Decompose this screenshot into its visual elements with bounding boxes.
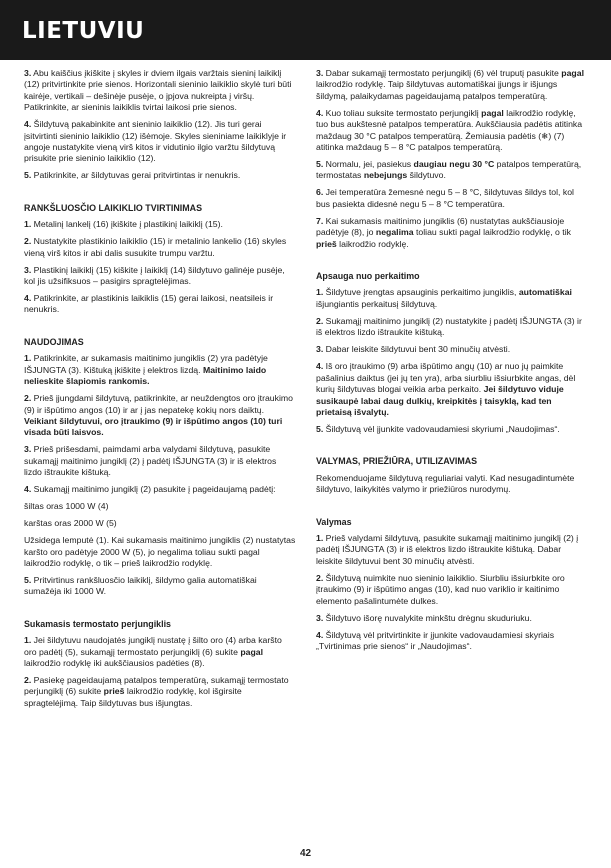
paragraph: Užsidega lemputė (1). Kai sukamasis maitinimo jungiklis (2) nustatytas karšto oro padėtyje 2000 W (5), jo negalima toliau sukti pagal laikrodžio rodyklę, o tik – prieš laikrodžio rodyklę. (24, 535, 296, 568)
subsection-heading: Sukamasis termostato perjungiklis (24, 618, 171, 629)
subsection-heading: Apsauga nuo perkaitimo (316, 271, 420, 282)
paragraph: 4. Šildytuvą pakabinkite ant sieninio laikiklio (12). Jis turi gerai įsitvirtinti sieninio laikiklio (12) išėmoje. Skyles sieniniame laikiklyje ir angoje nustatykite vieną virš kitos ir vidutinio ilgio varžtu šildytuvą prisukite prie sieninio laikiklio (12). (24, 119, 287, 164)
paragraph: 3. Dabar sukamąjį termostato perjungiklį (6) vėl truputį pasukite pagal laikrodžio rodyklę. Taip šildytuvas automatiškai įjungs ir išjungs šildymą, palaikydamas pageidaujamą patalpos temperatūrą. (316, 68, 584, 101)
paragraph: 4. Sukamąjį maitinimo jungiklį (2) pasukite į pageidaujamą padėtį: (24, 484, 276, 495)
paragraph: 3. Abu kaiščius įkiškite į skyles ir dviem ilgais varžtais sieninį laikiklį (12) pritvirtinkite prie sienos. Horizontali sieninio laikiklio skylė turi būti kairėje, vertikali – dešinėje pusėje, o įpjova nukreipta į viršų. Patikrinkite, ar sieninis laikiklis tvirtai laikosi prie sienos. (24, 68, 292, 113)
paragraph: šiltas oras 1000 W (4) (24, 501, 109, 512)
paragraph: 2. Pasiekę pageidaujamą patalpos temperatūrą, sukamąjį termostato perjungiklį (6) sukite prieš laikrodžio rodyklę, kol išgirsite spragtelėjimą. Taip šildytuvas bus išjungtas. (24, 674, 289, 708)
paragraph: 1. Jei šildytuvu naudojatės jungiklį nustatę į šilto oro (4) arba karšto oro padėtį (5), sukamąjį termostato perjungiklį (6) sukite pagal laikrodžio rodyklę iki aukščiausios padėties (8). (24, 635, 282, 668)
language-title: LIETUVIU (22, 18, 145, 44)
paragraph: 4. Iš oro įtraukimo (9) arba išpūtimo angų (10) ar nuo jų paimkite pašalinius daiktus (jei jų ten yra), arba siurbliu išsiurbkite angas, dėl kurių šildytuvas blogai veikia arba perkaito. Jei šildytuvo viduje susikaupė labai daug dulkių, kreipkitės į taisyklą, kad ten prietaisą išvalytų. (316, 361, 576, 417)
paragraph: 4. Patikrinkite, ar plastikinis laikiklis (15) gerai laikosi, neatsileis ir nenukris. (24, 293, 274, 315)
paragraph: Rekomenduojame šildytuvą reguliariai valyti. Kad nesugadintumėte šildytuvo, laikykitės valymo ir priežiūros nurodymų. (316, 472, 575, 495)
page-number: 42 (299, 848, 312, 859)
paragraph: 3. Prieš prišesdami, paimdami arba valydami šildytuvą, pasukite sukamąjį maitinimo jungiklį (2) į padėtį IŠJUNGTA (3) ir iš elektros lizdo ištraukite kištuką. (24, 444, 277, 478)
paragraph: 7. Kai sukamasis maitinimo jungiklis (6) nustatytas aukščiausioje padėtyje (8), jo negalima toliau sukti pagal laikrodžio rodyklę, o tik prieš laikrodžio rodyklę. (316, 215, 571, 249)
paragraph: 5. Normalu, jei, pasiekus daugiau negu 30 °C patalpos temperatūrą, termostatas nebejungs šildytuvo. (316, 159, 582, 181)
paragraph: 3. Dabar leiskite šildytuvui bent 30 minučių atvėsti. (316, 344, 511, 355)
paragraph: 5. Pritvirtinus rankšluosčio laikiklį, šildymo galia automatiškai sumažėja iki 1000 W. (24, 574, 257, 597)
paragraph: 6. Jei temperatūra žemesnė negu 5 – 8 °C, šildytuvas šildys tol, kol bus pasiekta didesnė negu 5 – 8 °C temperatūra. (316, 187, 574, 209)
paragraph: 3. Šildytuvo išorę nuvalykite minkštu drėgnu skuduriuku. (316, 612, 532, 623)
section-heading: NAUDOJIMAS (24, 336, 84, 347)
paragraph: 4. Kuo toliau suksite termostato perjungiklį pagal laikrodžio rodyklę, tuo bus aukštesnė patalpos temperatūra. Aukščiausia padėtis atitinka maždaug 30 °C patalpos temperatūrą. Žemiausia padėtis (❄) (7) atitinka maždaug 5 – 8 °C patalpos temperatūrą. (316, 107, 583, 153)
right-column (316, 68, 588, 658)
paragraph: 2. Sukamąjį maitinimo jungiklį (2) nustatykite į padėtį IŠJUNGTA (3) ir iš elektros lizdo ištraukite kištuką. (316, 315, 582, 338)
paragraph: 3. Plastikinį laikiklį (15) kiškite į laikiklį (14) šildytuvo galinėje pusėje, kol jis užsifiksuos – pasigirs spragtelėjimas. (24, 264, 285, 287)
paragraph: 2. Prieš įjungdami šildytuvą, patikrinkite, ar neuždengtos oro įtraukimo (9) ir išpūtimo angos (10) ir ar į jas nepatekę kokių nors daiktų. Veikiant šildytuvui, oro įtraukimo (9) ir išpūtimo angos (10) turi visada būti laisvos. (24, 393, 293, 438)
paragraph: 5. Patikrinkite, ar šildytuvas gerai pritvirtintas ir nenukris. (24, 170, 241, 181)
left-column (24, 68, 296, 715)
paragraph: 1. Metalinį lankelį (16) įkiškite į plastikinį laikiklį (15). (24, 219, 223, 230)
section-heading: VALYMAS, PRIEŽIŪRA, UTILIZAVIMAS (316, 456, 478, 467)
subsection-heading: Valymas (316, 516, 352, 527)
section-heading: RANKŠLUOSČIO LAIKIKLIO TVIRTINIMAS (24, 202, 202, 213)
paragraph: 1. Šildytuve įrengtas apsauginis perkaitimo jungiklis, automatiškai išjungiantis perkaitusį šildytuvą. (316, 287, 572, 309)
paragraph: 1. Patikrinkite, ar sukamasis maitinimo jungiklis (2) yra padėtyje IŠJUNGTA (3). Kištuką įkiškite į elektros lizdą. Maitinimo laido nelieskite šlapiomis rankomis. (24, 353, 268, 387)
paragraph: 4. Šildytuvą vėl pritvirtinkite ir įjunkite vadovaudamiesi skyriais „Tvirtinimas prie sienos“ ir „Naudojimas“. (316, 629, 555, 651)
paragraph: 5. Šildytuvą vėl įjunkite vadovaudamiesi skyriumi „Naudojimas“. (316, 423, 560, 434)
page-header (0, 0, 611, 60)
paragraph: 2. Nustatykite plastikinio laikiklio (15) ir metalinio lankelio (16) skyles vieną virš kitos ir abi dalis susukite trumpu varžtu. (24, 236, 287, 258)
paragraph: 1. Prieš valydami šildytuvą, pasukite sukamąjį maitinimo jungiklį (2) į padėtį IŠJUNGTA (3) ir iš elektros lizdo ištraukite kištuką. Dabar leiskite šildytuvui bent 30 minučių atvėsti. (316, 532, 579, 566)
paragraph: 2. Šildytuvą nuimkite nuo sieninio laikiklio. Siurbliu išsiurbkite oro įtraukimo (9) ir išpūtimo angas (10), kad nuo variklio ir kaitinimo elemento pašalintumėte dulkes. (316, 572, 565, 606)
paragraph: karštas oras 2000 W (5) (24, 518, 117, 529)
